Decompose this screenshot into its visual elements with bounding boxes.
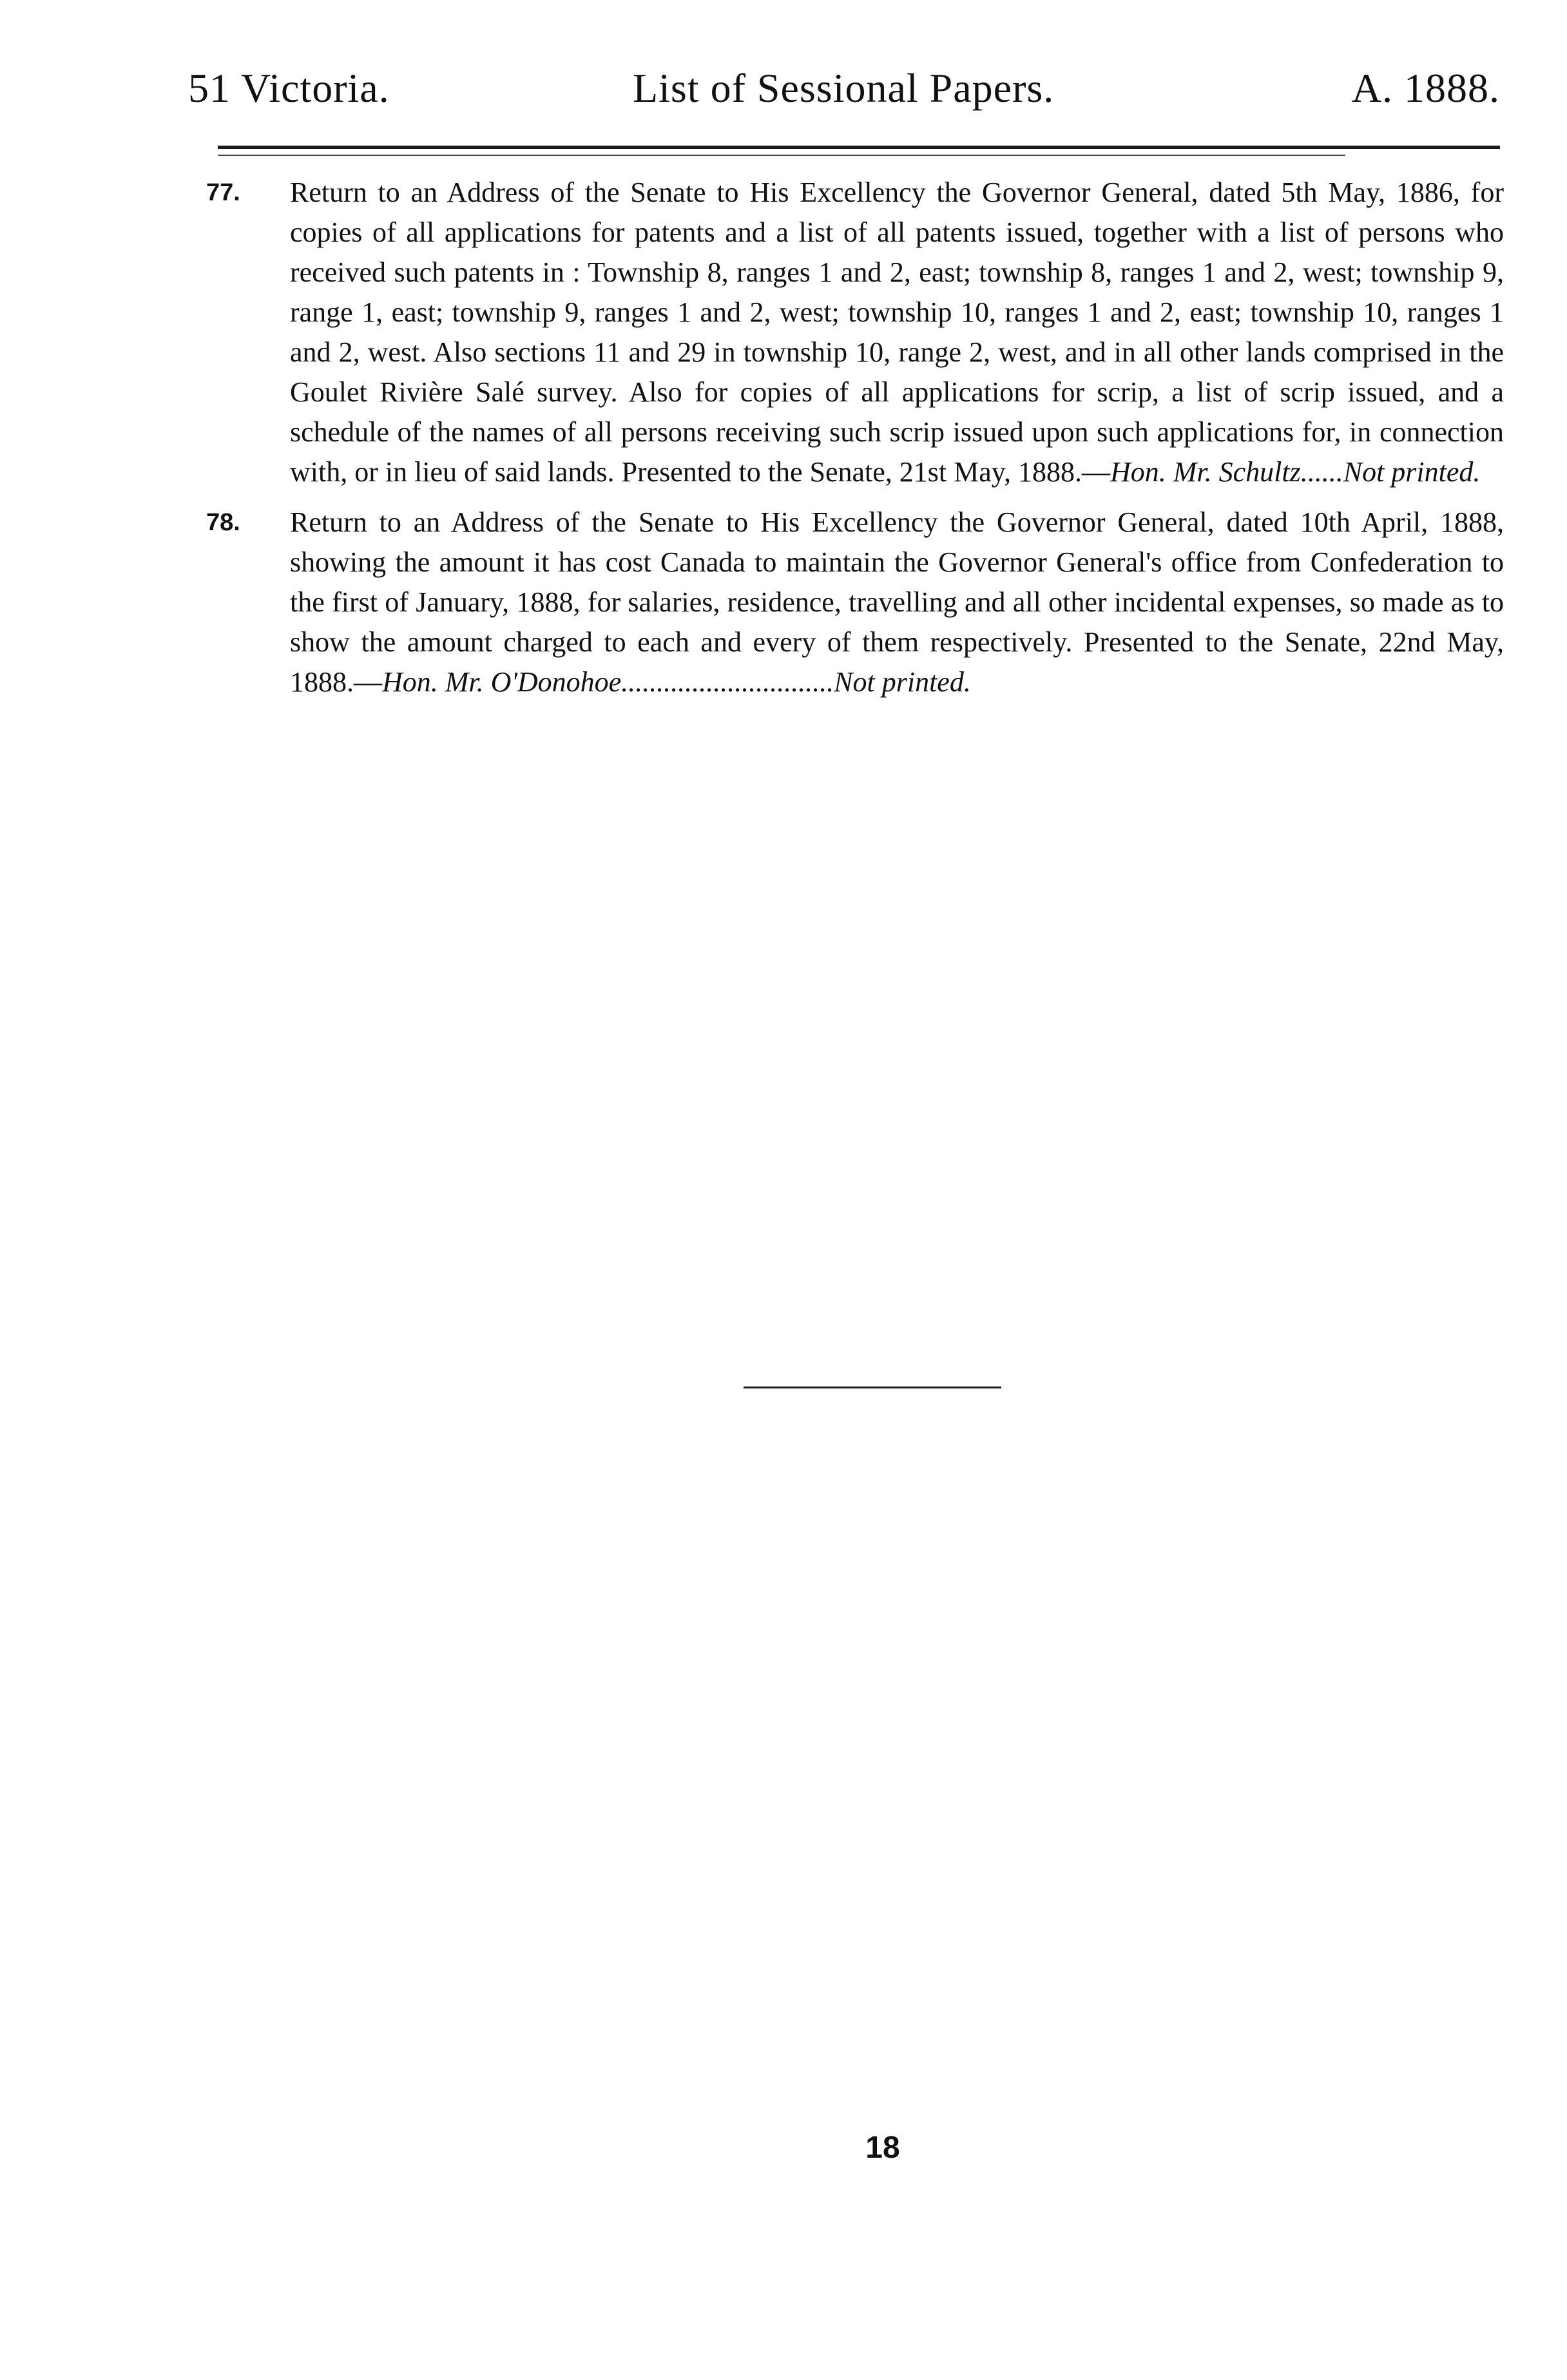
page-header: [188, 59, 1500, 117]
sessional-paper-entry-78: [187, 503, 1504, 702]
header-session: 51 Victoria.: [188, 65, 390, 111]
entry-text: Return to an Address of the Senate to His Excellency the Governor General, dated 10th April, 1888, showing the amount it has cost Canada to maintain the Governor General's office from Confederation to the first of January, 1888, for salaries, residence, travelling and all other incidental expenses, so made as to show the amount charged to each and every of them respectively. Presented to the Senate, 22nd May, 1888.—: [290, 506, 1504, 698]
entry-signature: Hon. Mr. Schultz......Not printed.: [1110, 456, 1481, 488]
entry-signature: Hon. Mr. O'Donohoe..............................Not printed.: [382, 666, 971, 698]
entry-number: 78.: [206, 509, 240, 536]
entry-number: 77.: [206, 179, 240, 206]
header-rule-thick: [218, 146, 1500, 149]
section-divider: [744, 1387, 1001, 1388]
document-body: [187, 173, 1504, 713]
header-year: A. 1888.: [1351, 65, 1500, 111]
header-title: List of Sessional Papers.: [633, 65, 1055, 111]
sessional-paper-entry-77: [187, 173, 1504, 492]
entry-text: Return to an Address of the Senate to His Excellency the Governor General, dated 5th May, 1886, for copies of all applications for patents and a list of all patents issued, together with a list of persons who received such patents in : Township 8, ranges 1 and 2, east; township 8, ranges 1 and 2, west; township 9, range 1, east; township 9, ranges 1 and 2, west; township 10, ranges 1 and 2, east; township 10, ranges 1 and 2, west. Also sections 11 and 29 in township 10, range 2, west, and in all other lands comprised in the Goulet Rivière Salé survey. Also for copies of all applications for scrip, a list of scrip issued, and a schedule of the names of all persons receiving such scrip issued upon such applications for, in connection with, or in lieu of said lands. Presented to the Senate, 21st May, 1888.—: [290, 177, 1504, 488]
page-number: 18: [865, 2131, 900, 2165]
header-rule-thin: [218, 155, 1345, 156]
